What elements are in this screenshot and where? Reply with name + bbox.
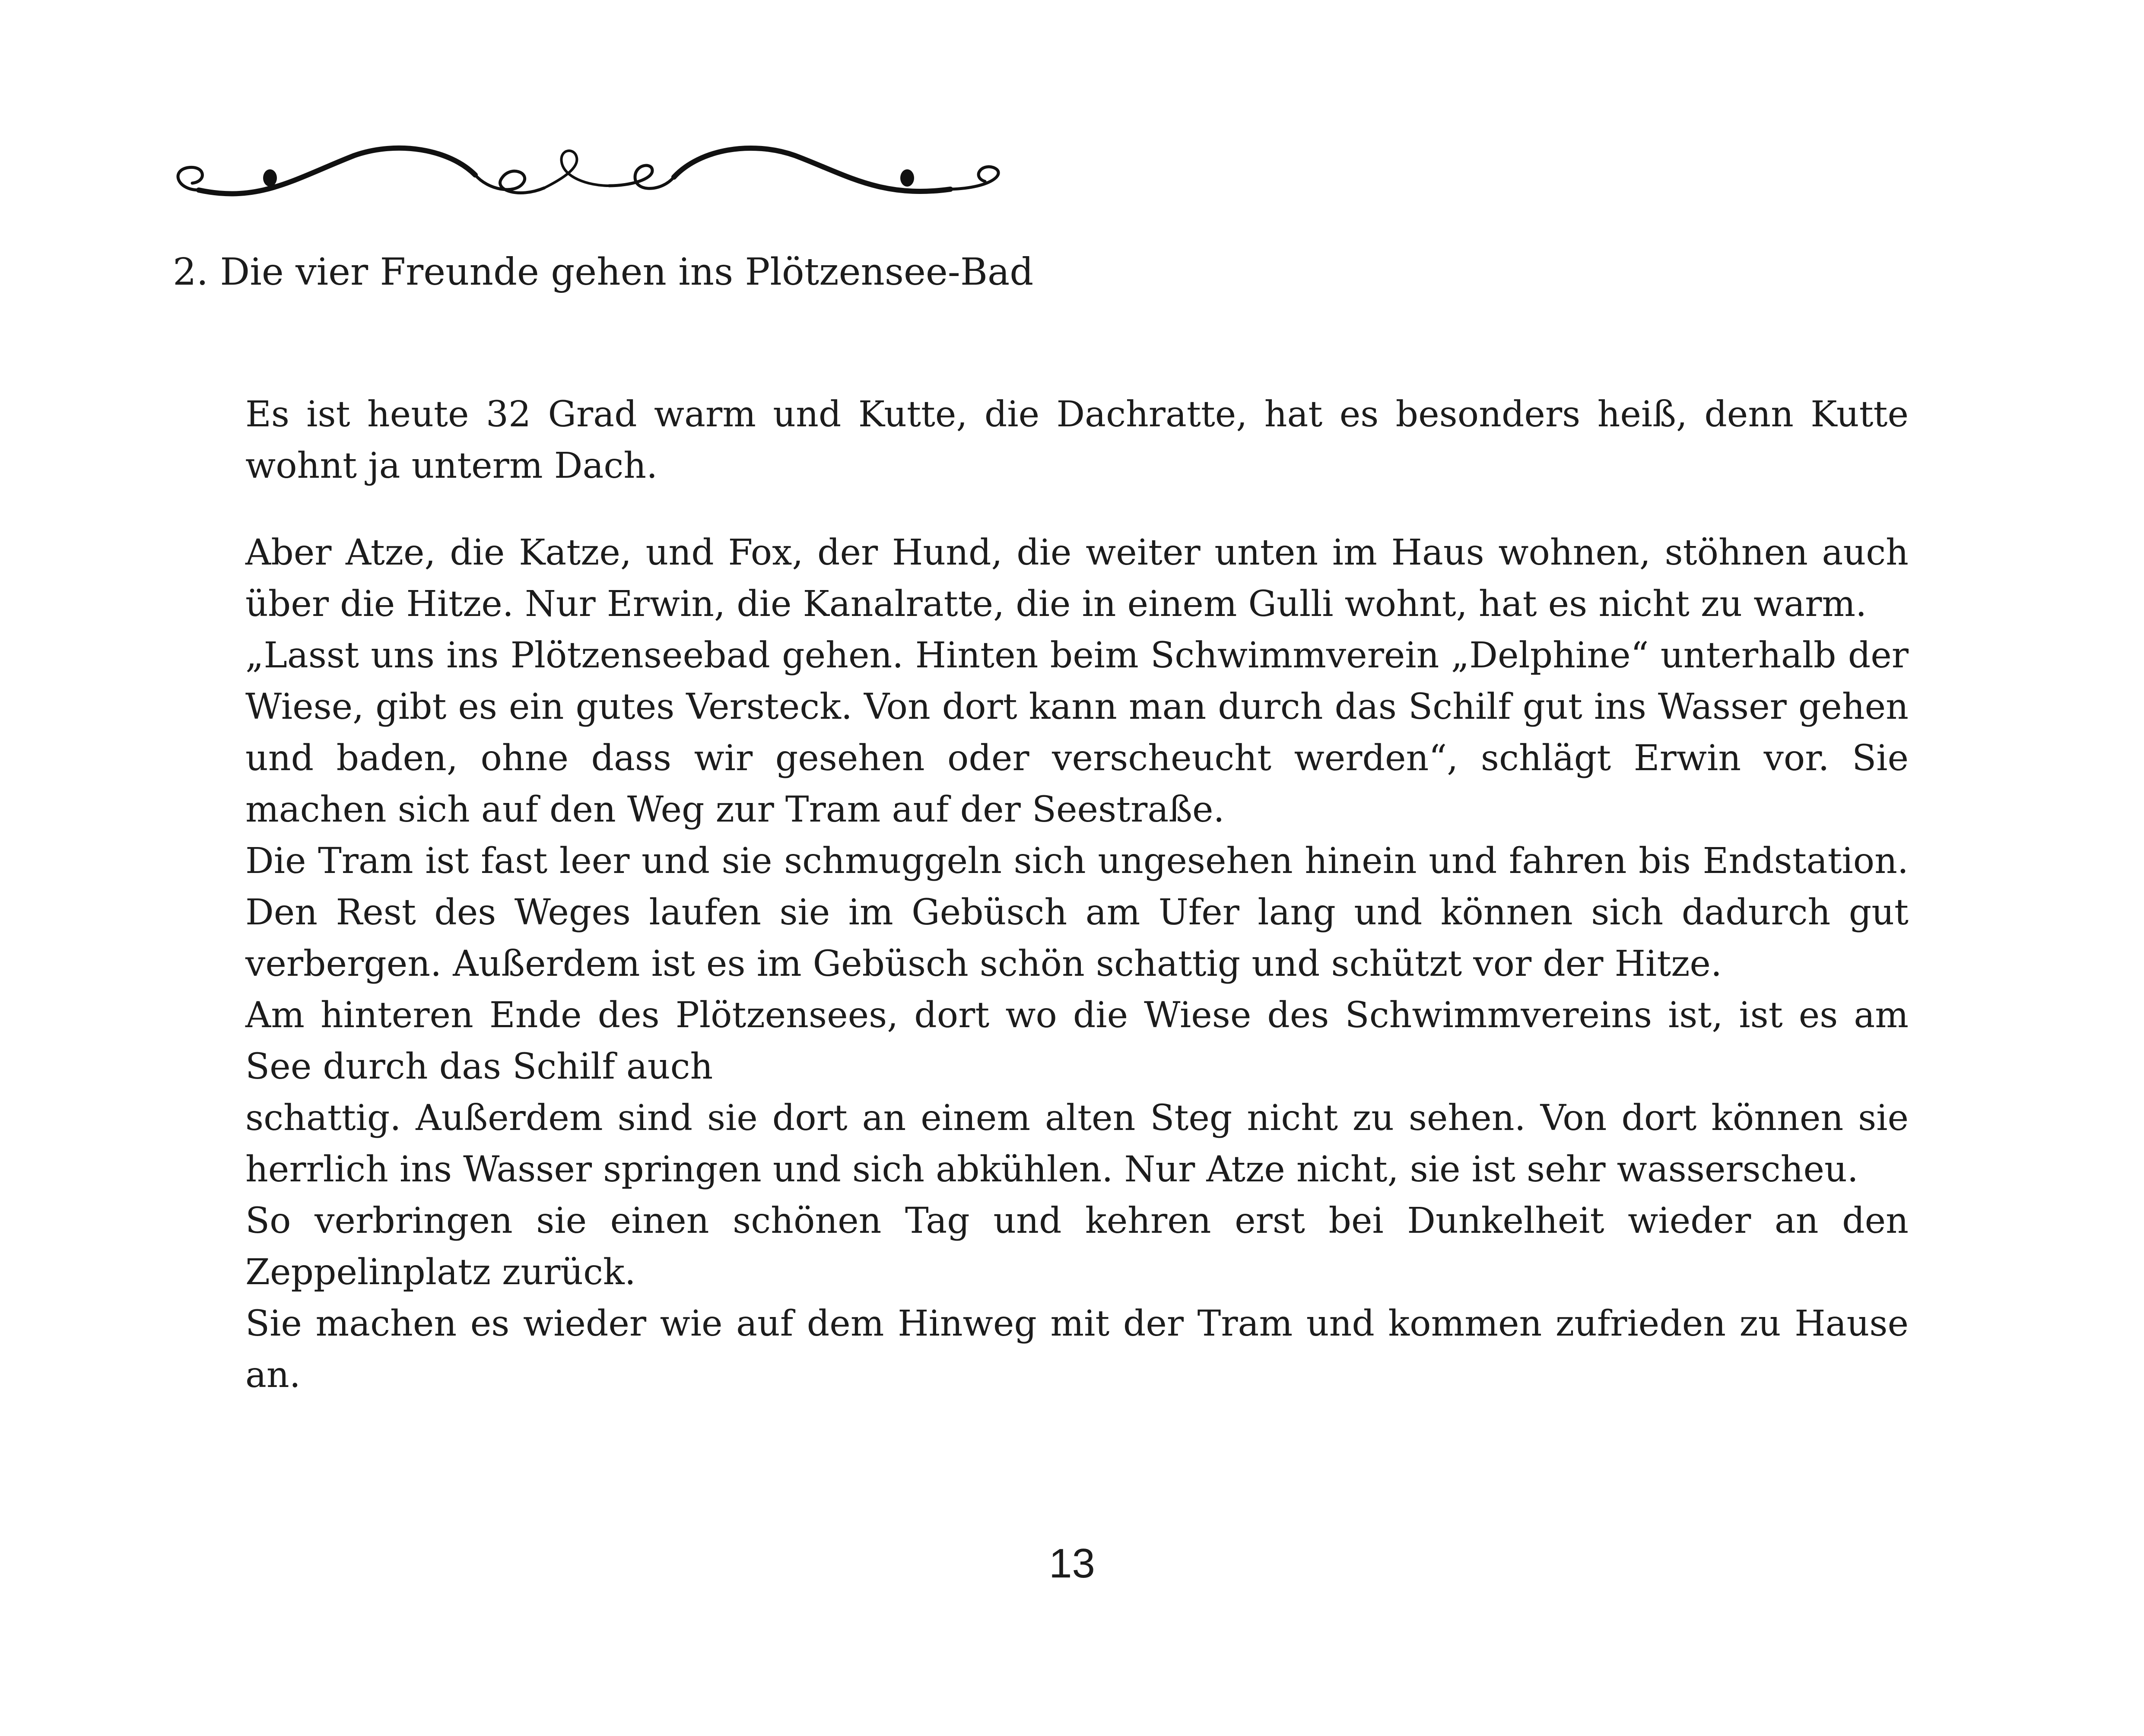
paragraph: Am hinteren Ende des Plötzensees, dort wo die Wiese des Schwimmvereins ist, ist es am See durch das Schilf auch (245, 995, 1909, 1087)
paragraph: Es ist heute 32 Grad warm und Kutte, die Dachratte, hat es besonders heiß, denn Kutte wohnt ja unterm Dach. (245, 394, 1909, 486)
paragraph: Aber Atze, die Katze, und Fox, der Hund, die weiter unten im Haus wohnen, stöhnen auch über die Hitze. Nur Erwin, die Kanalratte, die in einem Gulli wohnt, hat es nicht zu warm. (245, 532, 1909, 625)
story-text (245, 389, 1909, 1401)
paragraph: „Lasst uns ins Plötzenseebad gehen. Hinten beim Schwimmverein „Delphine“ unterhalb der Wiese, gibt es ein gutes Versteck. Von dort kann man durch das Schilf gut ins Wasser gehen und baden, ohne dass wir gesehen oder verscheucht werden“, schlägt Erwin vor. Sie machen sich auf den Weg zur Tram auf der Seestraße. (245, 635, 1909, 830)
flourish-divider-icon (173, 138, 1002, 212)
chapter-title: 2. Die vier Freunde gehen ins Plötzensee-Bad (173, 251, 1034, 294)
paragraph: schattig. Außerdem sind sie dort an einem alten Steg nicht zu sehen. Von dort können sie herrlich ins Wasser springen und sich abkühlen. Nur Atze nicht, sie ist sehr wasserscheu. (245, 1098, 1909, 1190)
paragraph: So verbringen sie einen schönen Tag und kehren erst bei Dunkelheit wieder an den Zeppelinplatz zurück. (245, 1200, 1909, 1293)
page-number: 13 (1049, 1540, 1095, 1587)
paragraph: Die Tram ist fast leer und sie schmuggeln sich ungesehen hinein und fahren bis Endstation. Den Rest des Weges laufen sie im Gebüsch am Ufer lang und können sich dadurch gut verbergen. Außerdem ist es im Gebüsch schön schattig und schützt vor der Hitze. (245, 841, 1909, 984)
paragraph: Sie machen es wieder wie auf dem Hinweg mit der Tram und kommen zufrieden zu Hause an. (245, 1303, 1909, 1396)
